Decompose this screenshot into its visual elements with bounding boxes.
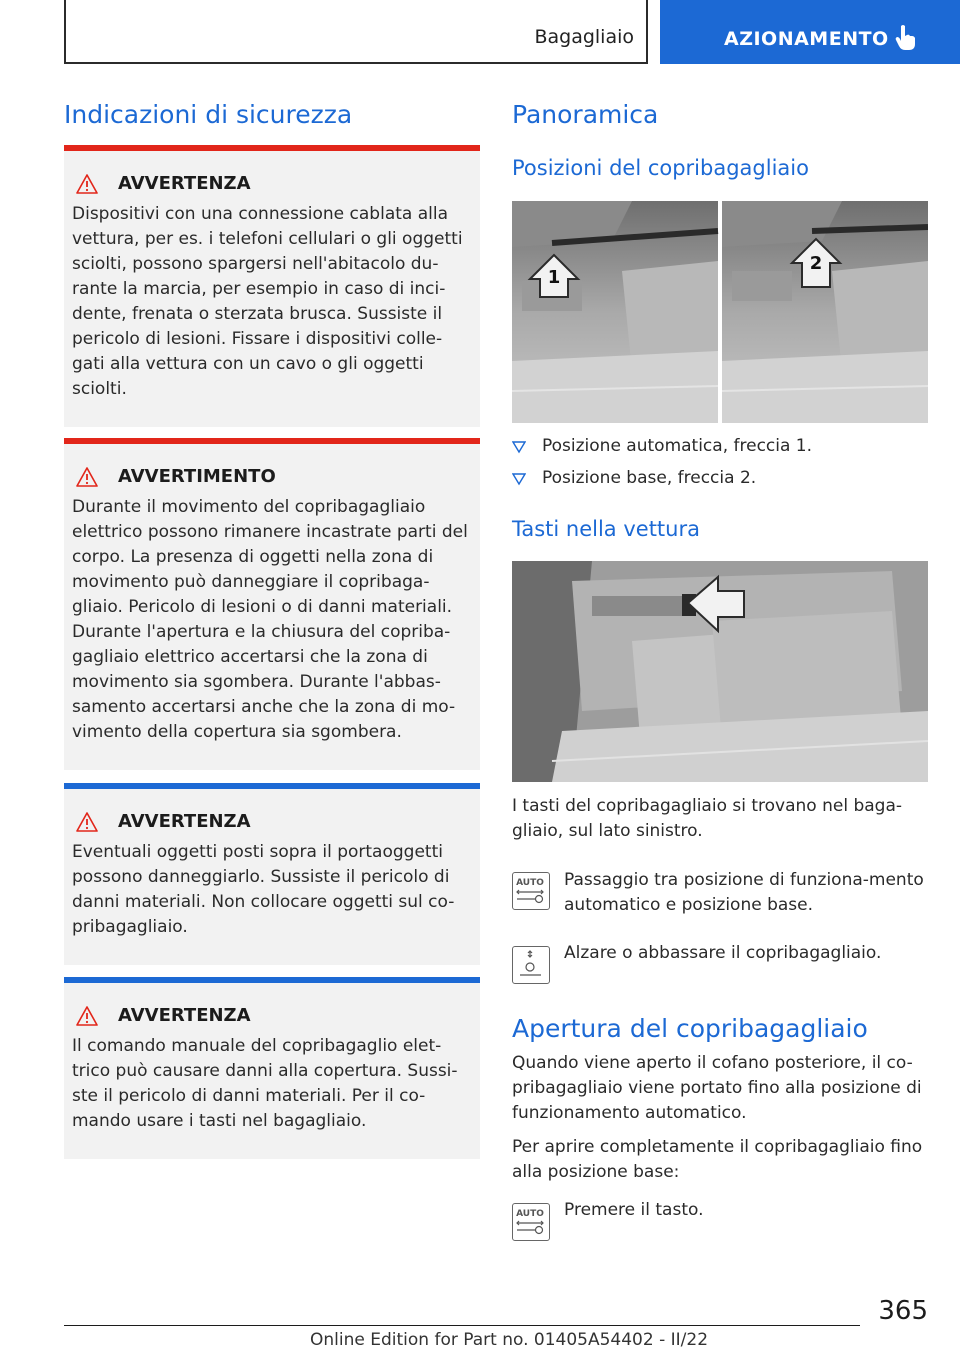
bullet-text: Posizione automatica, freccia 1.: [542, 436, 813, 456]
footer-divider: [64, 1325, 860, 1326]
warning-text: Eventuali oggetti posti sopra il portaoggetti possono danneggiarlo. Sussiste il pericolo di danni materiali. Non collocare oggetti sul co-pribagagliaio.: [72, 842, 455, 937]
list-item: [512, 436, 928, 461]
warning-triangle-icon: [76, 467, 98, 487]
warning-triangle-icon: [76, 812, 98, 832]
header-section-title: Bagagliaio: [534, 26, 634, 48]
up-down-button-icon: [512, 946, 550, 984]
trunk-buttons-photo: [512, 561, 928, 782]
warning-title: AVVERTENZA: [118, 1005, 251, 1026]
warning-box-4: [64, 977, 480, 1159]
auto-button-icon: [512, 1203, 550, 1241]
bullet-triangle-icon: [512, 440, 526, 454]
header-chapter-box: [660, 0, 960, 64]
list-item: [512, 468, 928, 493]
hand-pointer-icon: [894, 24, 918, 52]
buttons-heading: Tasti nella vettura: [512, 517, 700, 541]
warning-text: Durante il movimento del copribagagliaio elettrico possono rimanere incastrate parti del corpo. La presenza di oggetti nella zona di movimento può danneggiare il copribaga-gliaio. Pericolo di lesioni o di danni materiali. Durante l'apertura e la chiusura del copriba-gagliaio elettrico accertarsi che la zona di movimento sia sgombera. Durante l'abbas-samento accertarsi anche che la zona di mo-vimento della copertura sia sgombera.: [72, 497, 468, 742]
opening-step-text: Premere il tasto.: [564, 1200, 704, 1220]
opening-paragraph-1: Quando viene aperto il cofano posteriore, il co-pribagagliaio viene portato fino alla posizione di funzionamento automatico.: [512, 1053, 922, 1123]
warning-triangle-icon: [76, 1006, 98, 1026]
warning-text: Il comando manuale del copribagaglio elet-trico può causare danni alla copertura. Sussi-ste il pericolo di danni materiali. Per il co-mando usare i tasti nel bagagliaio.: [72, 1036, 458, 1131]
opening-heading: Apertura del copribagagliaio: [512, 1014, 868, 1043]
header-section-box: [64, 0, 648, 64]
arrow-label-1: 1: [547, 267, 561, 288]
buttons-location-text: I tasti del copribagagliaio si trovano nel baga-gliaio, sul lato sinistro.: [512, 796, 903, 841]
opening-paragraph-2: Per aprire completamente il copribagagliaio fino alla posizione base:: [512, 1137, 923, 1182]
warning-box-2: [64, 438, 480, 770]
bullet-triangle-icon: [512, 472, 526, 486]
auto-button-description: Passaggio tra posizione di funziona-mento automatico e posizione base.: [564, 870, 924, 915]
warning-text: Dispositivi con una connessione cablata alla vettura, per es. i telefoni cellulari o gli oggetti sciolti, possono spargersi nell'abitacolo du-rante la marcia, per esempio in caso di inci-dente, frenata o sterzata brusca. Sussiste il pericolo di lesioni. Fissare i dispositivi colle-gati alla vettura con un cavo o gli oggetti sciolti.: [72, 204, 463, 399]
safety-heading: Indicazioni di sicurezza: [64, 100, 353, 129]
footer-edition: Online Edition for Part no. 01405A54402 - II/22: [310, 1330, 709, 1350]
warning-title: AVVERTENZA: [118, 173, 251, 194]
header-chapter-title: AZIONAMENTO: [724, 28, 889, 50]
up-down-button-description: Alzare o abbassare il copribagagliaio.: [564, 943, 882, 963]
arrow-label-2: 2: [809, 253, 823, 274]
warning-triangle-icon: [76, 174, 98, 194]
bullet-text: Posizione base, freccia 2.: [542, 468, 757, 488]
warning-title: AVVERTENZA: [118, 811, 251, 832]
warning-title: AVVERTIMENTO: [118, 466, 276, 487]
overview-heading: Panoramica: [512, 100, 659, 129]
cargo-cover-positions-photo: [512, 201, 928, 423]
svg-text:AUTO: AUTO: [516, 878, 544, 888]
auto-button-icon: [512, 872, 550, 910]
svg-text:AUTO: AUTO: [516, 1209, 544, 1219]
positions-heading: Posizioni del copribagagliaio: [512, 156, 809, 180]
warning-box-3: [64, 783, 480, 965]
page-number: 365: [878, 1296, 928, 1326]
warning-box-1: [64, 145, 480, 427]
